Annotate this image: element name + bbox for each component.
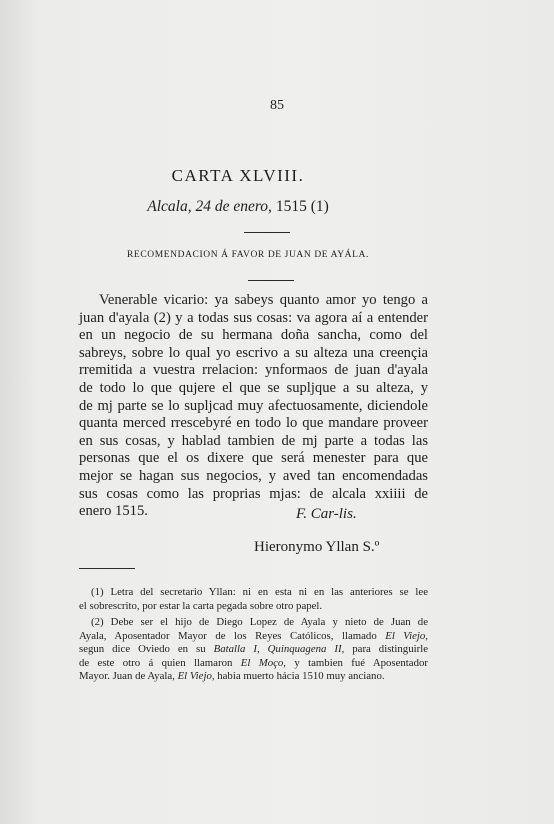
letter-body: [79, 292, 428, 521]
divider-rule-top: [244, 232, 290, 233]
body-line: quanta merced rrescebyré en todo lo que mandare proveer: [79, 415, 428, 432]
footnote-line: [79, 630, 428, 644]
body-line: Venerable vicario: ya sabeys quanto amor yo tengo a: [99, 292, 428, 308]
footnote-text: de este otro á quien llamaron: [79, 656, 241, 669]
footnote-line: el sobrescrito, por estar la carta pegada sobre otro papel.: [79, 599, 323, 612]
letter-heading: RECOMENDACION Á FAVOR DE JUAN DE AYÁLA.: [126, 250, 369, 260]
footnote-text: para distinguirle: [344, 643, 428, 656]
date-place: Alcala,: [147, 198, 192, 215]
footnote-italic: El Viejo,: [177, 670, 215, 683]
footnote-text: segun dice Oviedo en su: [79, 643, 214, 656]
footnote-1: [79, 586, 428, 613]
page-number: 85: [270, 98, 284, 113]
footnote-line: [79, 643, 428, 657]
body-line: sabreys, sobre lo qual yo escrivo a su alteza una creençia: [79, 344, 428, 361]
body-line: enero 1515.: [79, 503, 148, 520]
divider-rule-bottom: [248, 280, 294, 281]
body-line: rremitida a vuestra rrelacion: ynformaos de juan d'ayala: [79, 362, 428, 379]
body-line: de mj parte se lo supljcad muy afectuosamente, diciendole: [79, 397, 428, 414]
footnote-italic: Batalla I, Quinquagena II,: [213, 643, 345, 656]
footnote-line: [79, 657, 428, 671]
body-line: mejor se hagan sus negocios, y aved tan encomendadas: [79, 467, 428, 484]
signature-initial: F. Car-lis.: [296, 506, 357, 522]
footnote-italic: El Moço,: [240, 656, 286, 669]
footnote-text: Mayor. Juan de Ayala,: [79, 670, 178, 683]
footnote-italic: El Viejo,: [385, 629, 428, 642]
letter-title: CARTA XLVIII.: [171, 166, 305, 185]
body-line: personas que el os dixere que será menester para que: [79, 450, 428, 467]
body-line: sus cosas como las proprias mjas: de alcala xxiiii de: [79, 485, 428, 502]
date-year: 1515 (1): [275, 198, 329, 215]
footnote-line: (1) Letra del secretario Yllan: ni en esta ni en las anteriores se lee: [91, 586, 428, 598]
footnote-line: (2) Debe ser el hijo de Diego Lopez de Ayala y nieto de Juan de: [91, 616, 428, 628]
footnote-line: [79, 670, 428, 684]
body-line: juan d'ayala (2) y a todas sus cosas: va agora aí a entender: [79, 309, 428, 326]
signature-name: Hieronymo Yllan S.º: [254, 539, 380, 555]
footnote-2: [79, 616, 428, 684]
body-line: en sus cosas, y hablad tambien de mj parte a todas las: [79, 432, 428, 449]
body-line: en un negocio de su hermana doña sancha, como del: [79, 327, 428, 344]
date-day: 24 de enero,: [195, 198, 272, 215]
letter-date: [0, 198, 476, 216]
footnote-text: Ayala, Aposentador Mayor de los Reyes Católicos, llamado: [79, 629, 386, 642]
footnote-rule: [79, 568, 135, 569]
footnote-text: y tambien fué Aposentador: [285, 656, 428, 669]
body-line: de todo lo que qujere el que se supljque a su alteza, y: [79, 379, 428, 396]
footnote-text: habia muerto hácia 1510 muy anciano.: [214, 670, 385, 683]
